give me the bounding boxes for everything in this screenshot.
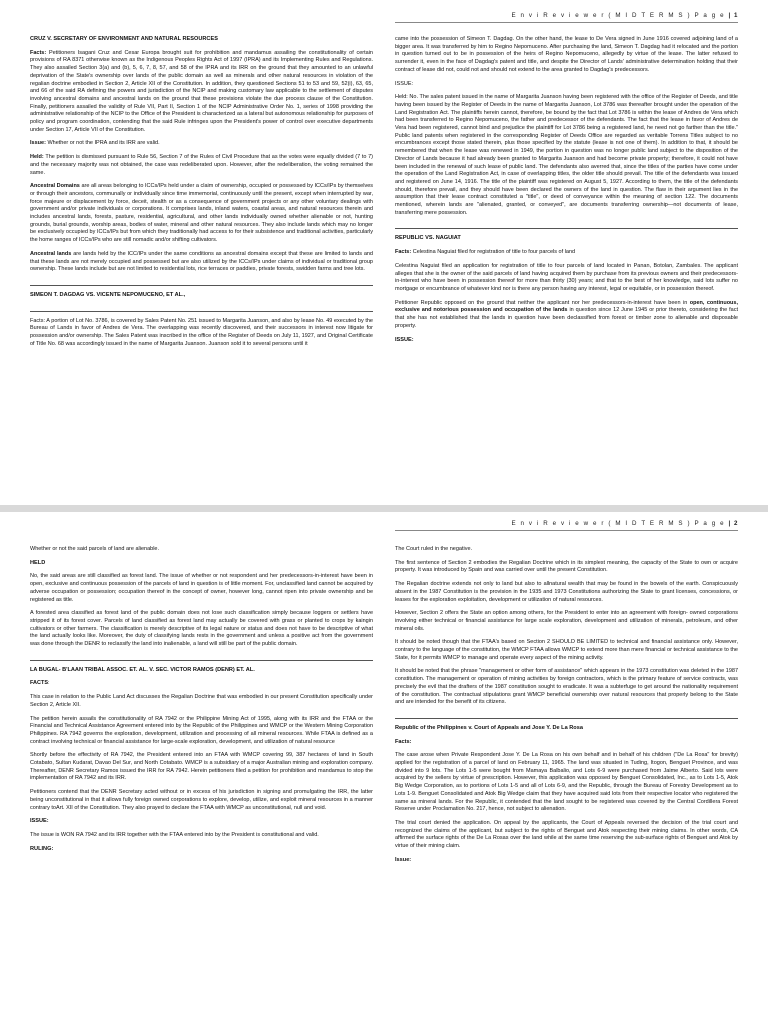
section-label: HELD [30,559,46,566]
paragraph: The Court ruled in the negative. [395,546,473,552]
paragraph: Held: No. The sales patent issued in the name of Margarita Juanson having been registered with the office of the Register of Deeds, and title having been issued by the Register of Deeds in the name of Margarita Juanson, Lot 3786 was thereafter brought under the operation of the Land Registration Act. The plaintiffs herein cannot, therefore, be bound by the fact that Lot 3786 is within the lease of Andres de Vera which had been transferred to Regino Nepomuceno, the father and predecessor of the defendants. The fact that the lease in favor of Andres de Vera had been registered, cannot bind and prejudice the plaintiff for Lot 3786 being a registered land, he need not go farther than the title." Public land patents when registered in the corresponding Register of Deeds Office are regarded as veritable Torrens Titles subject to no encumbrances except those stated therein, plus those specified by the statute (lease is not one of them). In addition to that, it should be remembered that when the lease was renewed in 1949, the portion in question was no longer public land subject to the disposition of the Director of Lands because it had already been granted to Margarita Juanson and had become private property; therefore, it could not have been included in the renewal of such lease of public land. The defendants also averred that, since the titles of the parties have come under the operation of the Land Registration Act, in case of overlapping titles, the older title should prevail. The title of the defendants was issued and registered on June 14, 1916. The title of the plaintiff was registered on August 5, 1927. According to them, the title of the defendants should, therefore prevail, and they should have been declared the owners of the land in question. The flaw in their argument lies in the assumption that their lease contract constituted a "title", or deed of conveyance within the meaning of section 122. The documents mentioned, wherein lands are "alienated, granted, or conveyed", are documents transferring ownership—not documents of lease, transferring mere possession. [395,94,738,216]
right-column [395,36,738,350]
document-page-1 [0,0,768,505]
section-label: RULING: [30,845,54,852]
paragraph: The first sentence of Section 2 embodies the Regalian Doctrine which in its simplest meaning, the capacity of the State to own or acquire property. It was introduced by Spain and was carried over until the present Constitution. [395,559,738,574]
paragraph: The trial court denied the application. On appeal by the applicants, the Court of Appeals reversed the decision of the trial court and recognized the claims of the applicant, but subject to the rights of Benguet and Atok respecting their mining claims. In other words, CA affirmed the surface rights of the De La Rosas over the land while at the same time reserving the sub-surface rights of Benguet and Atok by virtue of their mining claim. [395,819,738,850]
case-title: SIMEON T. DAGDAG VS. VICENTE NEPOMUCENO, ET AL., [30,291,186,298]
paragraph: Whether or not the said parcels of land are alienable. [30,546,160,552]
paragraph: Facts: Petitioners Isagani Cruz and Cesar Europa brought suit for prohibition and mandamus assailing the constitutionality of certain provisions of RA 8371 otherwise known as the Indigenous Peoples Rights Act of 1997 (IPRA) and its Implementing Rules and Regulations. They also assailed Section 3(a) and (b), 5, 6, 7, 8, 57, and 58 of the IPRA and its IRR on the ground that they amounted to an unlawful deprivation of the State's ownership over lands of the public domain as well as minerals and other natural resources in violation of the regalian doctrine embodied in Section 2, Article XII of the Constitution. In addition, they questioned Sections 51 to 53 and 59, 52(i), 63, 65, and 66 of the said RA defining the powers and jurisdiction of the NCIP and making customary law applicable to the settlement of disputes involving ancestral domains and ancestral lands on the ground that these provisions violate the due process clause of the Constitution. Finally, petitioners assailed the validity of Rule VII, Part II, Section 1 of the NCIP Administrative Order No. 1, series of 1998 providing the administrative relationship of the NCIP to the Office of the President is characterized as a lateral but autonomous relationship for purposes of policy and program coordination, contending that the said Rule infringes upon the President's power of control over executive departments under Section 17, Article VII of the Constitution. [30,49,373,133]
section-divider [30,311,373,312]
page-header: E n v i R e v i e w e r ( M I D T E R M S ) P a g e | 1 [511,12,738,19]
section-label: ISSUE: [30,818,49,825]
header-rule [395,22,738,23]
right-column [395,546,738,871]
paragraph: The issue is WON RA 7942 and its IRR together with the FTAA entered into by the President is constitutional and valid. [30,831,319,838]
paragraph: Ancestral Domains are all areas belonging to ICCs/IPs held under a claim of ownership, occupied or possessed by ICCs/IPs by themselves or through their ancestors, communally or individually since time immemorial, continuously until the present, except when interrupted by war, force majeure or displacement by force, deceit, stealth or as a consequence of government projects or any other voluntary dealings with government and/or private individuals or corporations. It comprises lands, inland waters, coastal areas, and natural resources therein and includes ancestral lands, forests, pasture, residential, agricultural, and other lands individually owned whether alienable or not, hunting grounds, burial grounds, worship areas, bodies of water, mineral and other natural resources. They also include lands which may no longer be exclusively occupied by ICCs/IPs but from which they traditionally had access to for their subsistence and traditional activities, particularly the home ranges of ICCs/IPs who are still nomadic and/or shifting cultivators. [30,183,373,244]
page-header-title: E n v i R e v i e w e r ( M I D T E R M S ) P a g e [511,520,726,527]
paragraph: Petitioner Republic opposed on the ground that neither the applicant nor her predecessors-in-interest have been in open, continuous, exclusive and notorious possession and occupation of the lands in question since 12 June 1945 or prior thereto, considering the fact that she has not established that the lands in question have been declassified from forest or timber zone to alienable and disposable property. [395,299,739,329]
paragraph: Shortly before the effectivity of RA 7942, the President entered into an FTAA with WMCP covering 99, 387 hectares of land in South Cotabato, Sultan Kudarat, Davao Del Sur, and North Cotabato. WMCP is a subsidiary of a major Australian mining and exploration company. Thereafter, DENR Secretary Ramos issued the IRR for RA 7942. Herein petitioners filed a petition for prohibition and mandamus to stop the implementation of RA 7942 and its IRR. [30,752,373,782]
paragraph: No, the said areas are still classified as forest land. The issue of whether or not respondent and her predecessors-in-interest have been in open, exclusive and continuous possession of the parcels of land in question is of little moment. For, unclassified land cannot be acquired by adverse occupation or possession; occupation thereof in the concept of owner, however long, cannot ripen into private ownership and be registered as title. [30,573,373,603]
paragraph: Ancestral lands are lands held by the ICC/IPs under the same conditions as ancestral domains except that these are limited to lands and that these lands are not merely occupied and possessed but are also utilized by the ICCs/IPs under claims of individual or traditional group ownership. These lands include but are not limited to residential lots, rice terraces or paddies, private forests, swidden farms and tree lots. [30,250,373,273]
paragraph: The case arose when Private Respondent Jose Y. De La Rosa on his own behalf and in behalf of his children ("De La Rosa" for brevity) applied for the registration of a parcel of land on February 11, 1965. The land was situated in Tuding, Itogon, Benguet Province, and was divided into 9 lots. The Lots 1-5 were bought from Mamaya Balbalio, and Lots 6-9 were purchased from Jaime Alberto. Said lots were acquired by the sellers by virtue of prescription. However, this application was opposed by Benguet Consolidated, Inc., as to Lots 1-5, Atok Big Wedge Corporation, as to portions of Lots 1-5 and all of Lots 6-9, and the Republic, through the Bureau of Forestry Development as to Lots 1-9. Benguet Consolidated and Atok Big Wedge claim that they have acquired said lots from their respective locator who registered the same as mineral lands. For the Republic, it contended that the land sought to be registered was covered by the Central Cordillera Forest Reserve under Proclamation No. 217, hence, not subject to alienation. [395,752,738,813]
paragraph: This case in relation to the Public Land Act discusses the Regalian Doctrine that was embodied in our present Constitution specifically under Section 2, Article XII. [30,694,373,708]
paragraph: came into the possession of Simeon T. Dagdag. On the other hand, the lease to De Vera signed in June 1916 covered adjoining land of a bigger area. It was transferred by him to Regino Nepomuceno. After purchasing the land, Simeon T. Dagdag had it relocated and the portion in question turned out to be in possession of the heirs of Regino Nepomuceno, allegedly by virtue of the lease. The latter refused to surrender it, even in the face of Dagdag's patent and title, and despite the Director of Lands' administrative determination holding that their contract of lease did not, could not and should not extend to the area granted to Dagdag's predecessors. [395,36,738,73]
case-title: LA BUGAL- B'LAAN TRIBAL ASSOC. ET. AL. V. SEC. VICTOR RAMOS (DENR) ET. AL. [30,666,255,673]
page-header-title: E n v i R e v i e w e r ( M I D T E R M S ) P a g e [511,12,726,19]
case-title: REPUBLIC VS. NAGUIAT [395,235,461,242]
page-header: E n v i R e v i e w e r ( M I D T E R M S ) P a g e | 2 [511,520,738,527]
case-title: CRUZ V. SECRETARY OF ENVIRONMENT AND NATURAL RESOURCES [30,36,218,42]
section-divider [30,660,373,661]
paragraph: Facts: A portion of Lot No. 3786, is covered by Sales Patent No. 251 issued to Margarita Juanson, and also by lease No. 49 executed by the Bureau of Lands in favor of Andres de Vera. The overlapping was recently discovered, and their successors in interest now litigate for possession and/or ownership. The Sales Patent was inscribed in the office of the Register of Deeds on July 11, 1927, and Original Certificate of Title No. 68 was accordingly issued in the name of Margarita Juanson. Juanson sold it to several persons until it [30,317,373,347]
paragraph: Celestina Naguiat filed an application for registration of title to four parcels of land located in Panan, Botolan, Zambales. The applicant alleges that she is the owner of the said parcels of land having acquired them by purchase from its previous owners and their predecessors-in-interest who have been in possession thereof for more than thirty (30) years; and that to the best of her knowledge, said lots suffer no mortgage or encumbrance of whatever kind nor is there any person having any interest, legal or equitable, or in possession thereof. [395,262,738,292]
paragraph: However, Section 2 offers the State an option among others, for the President to enter into an agreement with foreign- owned corporations involving either technical or financial assistance for large scale exploration, development and utilization of minerals, petroleum, and other mineral oils. [395,610,738,632]
page-separator [0,505,768,512]
header-rule [395,530,738,531]
paragraph: It should be noted that the phrase "management or other form of assistance" which appears in the 1973 constitution was deleted in the 1987 constitution. The management or operation of mining activities by foreign contractors, which is the primary feature of service contracts, was precisely the evil that the drafters of the 1987 constitution sought to eradicate. It was a subterfuge to get around the nationality requirement of the constitution. The contractual stipulations grant WMCP beneficial ownership over natural resources that properly belong to the State and are intended for the benefit of its citizens. [395,668,738,706]
paragraph: The Regalian doctrine extends not only to land but also to allnatural wealth that may be found in the bowels of the earth. Conspicuously absent in the 1987 Constitution is the provision in the 1935 and 1973 Constitutions authorizing the State to grant licenses, concessions, or leases for the exploration exploitation, development or utilization of natural resources. [395,581,738,603]
section-label: Issue: [395,856,412,863]
section-label: Facts: [395,738,412,745]
paragraph: The petition herein assails the constitutionality of RA 7942 or the Philippine Mining Act of 1995, along with its IRR and the FTAA or the Financial and Technical Assistance Agreement entered into by the Republic of the Philippines and WMCP or the Western Mining Corporation Philippines. RA 7942 governs the exploration, development, utilization and processing of all mineral resources. While FTAA is defined as a contract involving technical or financial assistance for large-scale exploration, development, and utilization of natural resource [30,715,373,745]
paragraph: It should be noted though that the FTAA's based on Section 2 SHOULD BE LIMITED to technical and financial assistance only. However, contrary to the language of the constitution, the WMCP FTAA allows WMCP to extend more than mere financial or technical assistance to the State, for it permits WMCP to manage and operate every aspect of the mining activity. [395,639,738,661]
case-title: Republic of the Philippines v. Court of Appeals and Jose Y. De La Rosa [395,724,583,731]
paragraph: FACTS: [30,680,50,687]
page-number: 2 [734,520,738,527]
paragraph: Facts: Celestina Naguiat filed for registration of title to four parcels of land [395,249,576,256]
paragraph: Held: The petition is dismissed pursuant to Rule 56, Section 7 of the Rules of Civil Procedure that as the votes were equally divided (7 to 7) and the necessary majority was not obtained, the case was redeliberated upon. However, after the redeliberation, the voting remained the same. [30,154,373,176]
left-column [30,36,373,355]
left-column [30,546,373,859]
section-divider [395,718,738,719]
paragraph: A forested area classified as forest land of the public domain does not lose such classification simply because loggers or settlers have stripped it of its forest cover. Parcels of land classified as forest land may actually be covered with grass or planted to crops by kaingin cultivators or other farmers. The classification is merely descriptive of its legal nature or status and does not have to be descriptive of what the land actually looks like. Moreover, the duty of classifying lands rests in the government and unless a positive act from the government was done through the DENR to reclassify the land into inalienable, a land will still be part of the public domain. [30,610,373,648]
section-divider [395,228,738,229]
paragraph: Petitioners contend that the DENR Secretary acted without or in excess of his jurisdiction in signing and promulgating the IRR, the latter being unconstitutional in that it allows fully foreign owned corporations to explore, develop, utilize, and exploit mineral resources in a manner contrary toArt. XII of the Constitution. They also prayed to declare the FTAA with WMCP as unconstitutional, null and void. [30,789,373,811]
section-divider [30,285,373,286]
section-label: ISSUE: [395,336,414,343]
page-number: 1 [734,12,738,19]
paragraph: ISSUE: [395,80,414,87]
document-page-2 [0,512,768,1024]
paragraph: Issue: Whether or not the IPRA and its IRR are valid. [30,140,160,147]
